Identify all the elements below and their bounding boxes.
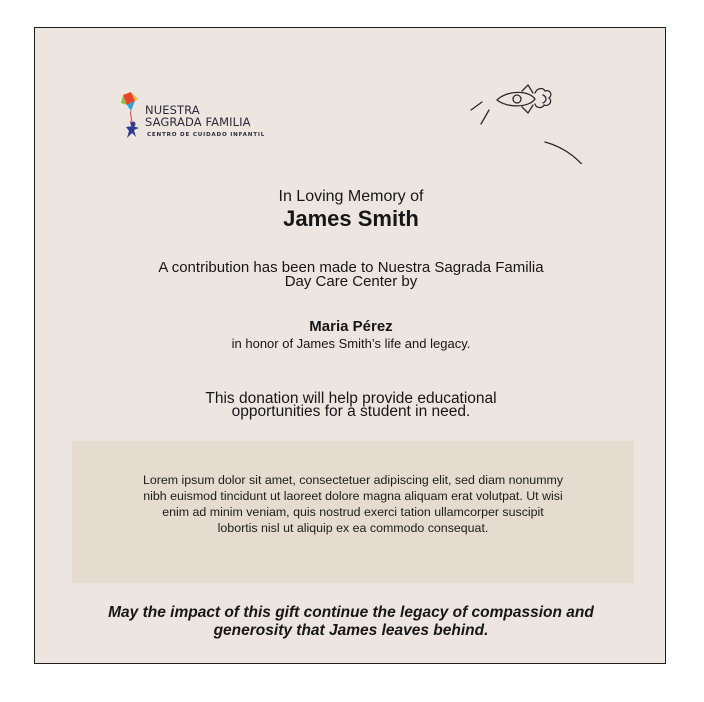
- logo-tagline: CENTRO DE CUIDADO INFANTIL: [147, 132, 266, 138]
- message-body: Lorem ipsum dolor sit amet, consectetuer adipiscing elit, sed diam nonummy nibh euismod tincidunt ut laoreet dolore magna aliquam erat volutpat. Ut wisi enim ad minim veniam, quis nostrud exerci tation ullamcorper suscipit lobortis nisl ut aliquip ex ea commodo consequat.: [142, 473, 564, 535]
- honoree-name: James Smith: [283, 206, 419, 231]
- donation-purpose: This donation will help provide educational opportunities for a student in need.: [205, 390, 497, 420]
- closing-statement: May the impact of this gift continue the legacy of compassion and generosity that James leaves behind.: [108, 604, 594, 639]
- logo-line-1: NUESTRA: [145, 103, 200, 117]
- kite-child-logo-icon: [119, 91, 145, 141]
- honor-line: in honor of James Smith’s life and legacy.: [231, 336, 471, 351]
- contribution-statement: A contribution has been made to Nuestra Sagrada Familia Day Care Center by: [158, 259, 544, 290]
- memorial-card: [34, 27, 666, 664]
- memorial-intro: In Loving Memory of: [278, 188, 424, 205]
- logo-line-2: SAGRADA FAMILIA: [145, 115, 251, 129]
- rocket-icon: [467, 80, 597, 164]
- donor-name: Maria Pérez: [309, 318, 393, 335]
- organization-logo: [119, 91, 279, 143]
- message-panel: [72, 441, 634, 583]
- logo-name: [145, 104, 251, 128]
